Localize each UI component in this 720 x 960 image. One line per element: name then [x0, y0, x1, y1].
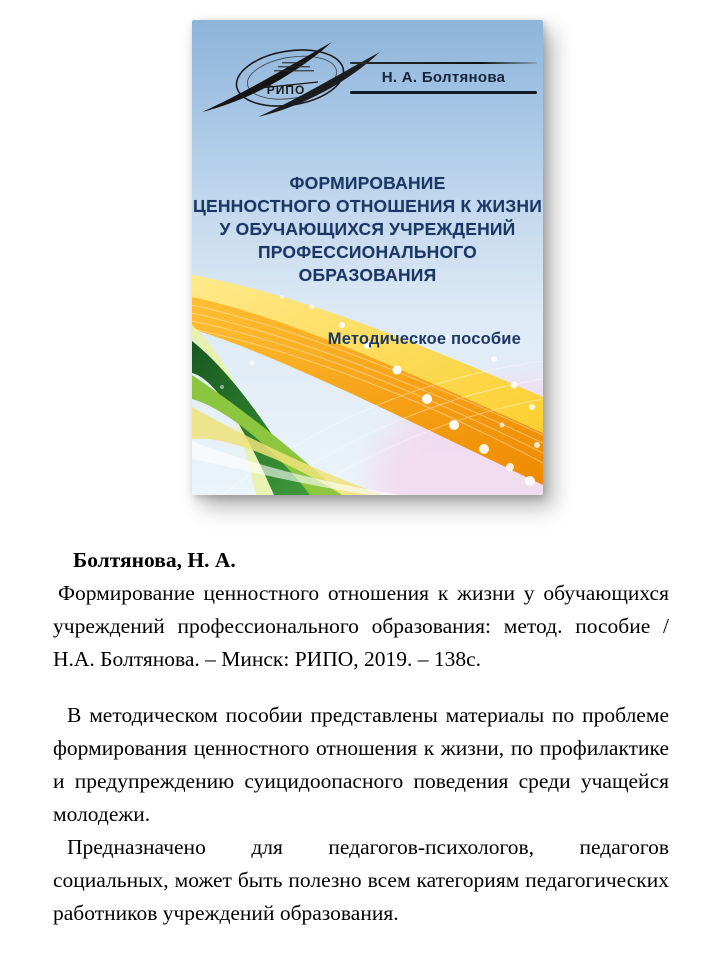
author-rule-bottom	[350, 91, 537, 94]
cover-title	[192, 172, 543, 287]
cover-subtitle: Методическое пособие	[327, 330, 521, 348]
cover-title-line: У ОБУЧАЮЩИХСЯ УЧРЕЖДЕНИЙ	[219, 219, 516, 239]
bibliography-block	[53, 544, 669, 930]
author-band	[350, 62, 537, 94]
biblio-author-heading: Болтянова, Н. А.	[73, 548, 236, 572]
logo-text: РИПО	[266, 83, 306, 97]
biblio-annotation-1: В методическом пособии представлены материалы по проблеме формирования ценностного отношения к жизни, по профилактике и предупреждению суицидоопасного поведения среди учащейся молодежи.	[53, 703, 669, 826]
biblio-citation: Формирование ценностного отношения к жизни у обучающихся учреждений профессионального образования: метод. пособие / Н.А. Болтянова. – Минск: РИПО, 2019. – 138с.	[53, 581, 669, 671]
cover-title-line: ЦЕННОСТНОГО ОТНОШЕНИЯ К ЖИЗНИ	[192, 196, 543, 216]
biblio-annotation-2: Предназначено для педагогов-психологов, педагогов социальных, может быть полезно всем категориям педагогических работников учреждений образования.	[53, 835, 669, 925]
cover-title-line: ПРОФЕССИОНАЛЬНОГО ОБРАЗОВАНИЯ	[257, 242, 477, 285]
cover-author-name: Н. А. Болтянова	[381, 69, 506, 86]
cover-wave-graphic	[192, 267, 543, 495]
logo-swoosh-left	[202, 42, 332, 112]
book-cover	[192, 20, 543, 495]
cover-title-line: ФОРМИРОВАНИЕ	[289, 173, 446, 193]
